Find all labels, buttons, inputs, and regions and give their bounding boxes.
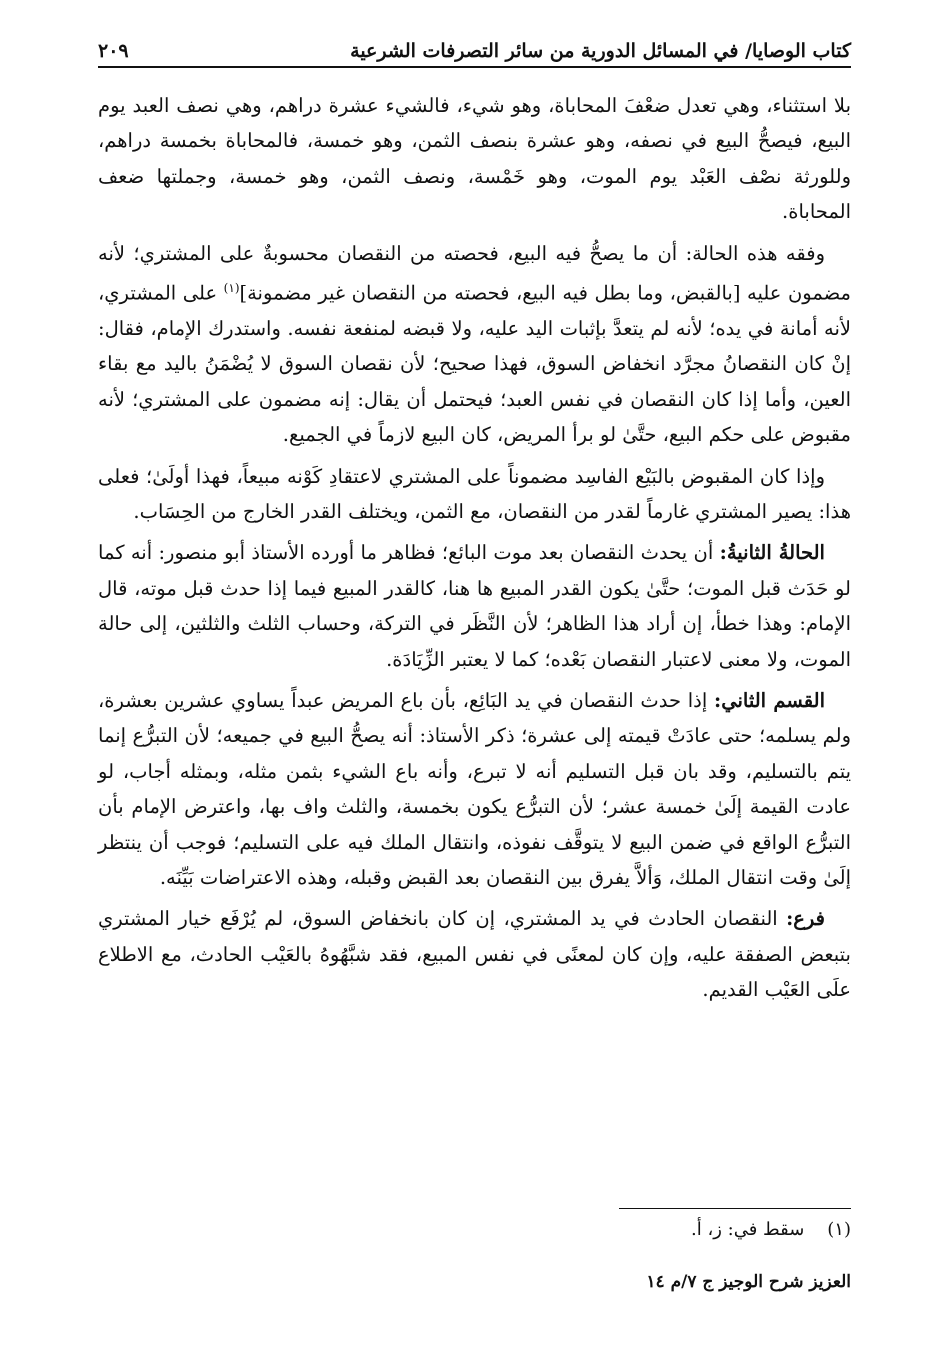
paragraph xyxy=(98,901,851,1007)
header-title: كتاب الوصايا/ في المسائل الدورية من سائر التصرفات الشرعية xyxy=(350,40,851,62)
footnote-divider xyxy=(619,1208,851,1209)
paragraph-text: إذا حدث النقصان في يد البَائِع، بأن باع المريض عبداً يساوي عشرين بعشرة، ولم يسلمه؛ حتى عادَتْ قيمته إلى عشرة؛ ذكر الأستاذ: أنه يصحُّ البيع في جميعه؛ لأن التبرُّع إنما يتم بالتسليم، وقد بان قبل التسليم أنه لا تبرع، وأنه باع الشيء بثمن مثله، وبمثله أجاب، لو عادت القيمة إلَىٰ خمسة عشر؛ لأن التبرُّع يكون بخمسة، والثلث واف بها، واعترض الإمام بأن التبرُّع الواقع في ضمن البيع لا يتوقَّف نفوذه، وانتقال الملك فيه على التسليم؛ فوجب أن ينتظر إلَىٰ وقت انتقال الملك، وَألاَّ يفرق بين النقصان بعد القبض وقبله، وهذه الاعتراضات بَيِّنَه. xyxy=(98,689,851,890)
header-divider xyxy=(98,66,851,68)
paragraph-text: النقصان الحادث في يد المشتري، إن كان بانخفاض السوق، لم يُرْفَع خيار المشتري بتبعض الصفقة عليه، وإن كان لمعنًى في نفس المبيع، فقد شبَّهُوهُ بالعَيْب الحادث، مع الاطلاع علَى العَيْب القديم. xyxy=(98,907,851,1002)
paragraph-text: أن يحدث النقصان بعد موت البائع؛ فظاهر ما أورده الأستاذ أبو منصور: أنه كما لو حَدَث قبل الموت؛ حتَّىٰ يكون القدر المبيع ها هنا، كالقدر المبيع فيما إذا حدث قبل موته، قال الإمام: وهذا خطأ، إن أراد هذا الظاهر؛ لأن النَّظَر في التركة، وحساب الثلث والثلثين، إلى حالة الموت، ولا معنى لاعتبار النقصان بَعْده؛ كما لا يعتبر الزِّيَادَة. xyxy=(98,541,851,671)
paragraph xyxy=(98,236,851,453)
signature-footer xyxy=(98,1272,851,1292)
paragraph xyxy=(98,683,851,895)
footnote xyxy=(98,1219,851,1240)
paragraph-text: وفقه هذه الحالة: أن ما يصحُّ فيه البيع، فحصته من النقصان محسوبةٌ على المشتري؛ لأنه مضمون عليه [بالقبض، وما بطل فيه البيع، فحصته من النقصان غير مضمونة] xyxy=(98,241,851,305)
paragraph xyxy=(98,535,851,677)
section-heading: الحالةُ الثانيةُ: xyxy=(719,541,825,565)
footer-text: العزيز شرح الوجيز ج ٧/م ١٤ xyxy=(646,1272,851,1292)
running-header xyxy=(98,30,851,62)
main-text xyxy=(98,88,851,1014)
paragraph-text: على المشتري، لأنه أمانة في يده؛ لأنه لم يتعدَّ بإثبات اليد عليه، ولا قبضه لمنفعة نفسه. واستدرك الإمام، فقال: إنْ كان النقصانُ مجرَّد انخفاض السوق، فهذا صحيح؛ لأن نقصان السوق لا يُضْمَنُ باليد مع بقاء العين، وأما إذا كان النقصان في نفس العبد؛ فيحتمل أن يقال: إنه مضمون على المشتري؛ لأنه مقبوض على حكم البيع، حتَّىٰ لو برأ المريض، كان البيع لازماً في الجميع. xyxy=(98,281,851,447)
paragraph: بلا استثناء، وهي تعدل ضعْفَ المحاباة، وهو شيء، فالشيء عشرة دراهم، وهي نصف العبد يوم البيع، فيصحُّ البيع في نصفه، وهو عشرة بنصف الثمن، وهو خمسة، فالمحاباة بخمسة دراهم، وللورثة نصْف العَبْد يوم الموت، وهو خَمْسة، ونصف الثمن، وهو خمسة، وجملتها ضعف المحاباة. xyxy=(98,94,851,224)
footnote-text: سقط في: ز، أ. xyxy=(691,1219,805,1240)
page-number: ٢٠٩ xyxy=(98,40,129,62)
paragraph: وإذا كان المقبوض بالبَيْع الفاسِد مضموناً على المشتري لاعتقادِ كَوْنه مبيعاً، فهذا أولَىٰ؛ فعلى هذا: يصير المشتري غارماً لقدر من النقصان، مع الثمن، ويختلف القدر الخارج من الحِسَاب. xyxy=(98,464,851,523)
footnote-reference: (١) xyxy=(223,281,240,296)
section-heading: فرع: xyxy=(786,907,825,931)
section-heading: القسم الثاني: xyxy=(714,689,825,712)
footnote-marker: (١) xyxy=(827,1219,851,1240)
